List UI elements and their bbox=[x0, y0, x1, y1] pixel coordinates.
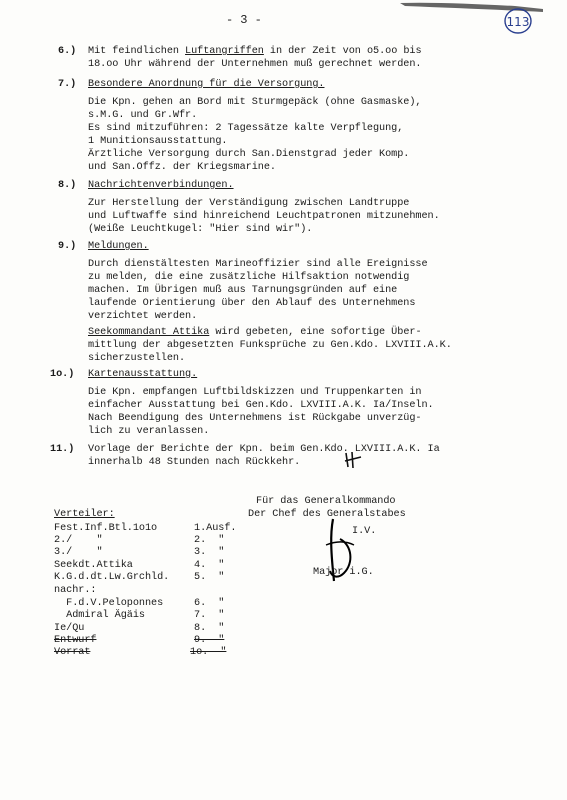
distribution-row-name: Ie/Qu bbox=[54, 623, 85, 634]
distribution-row-num: 4. " bbox=[194, 560, 225, 571]
distribution-row-num: 2. " bbox=[194, 535, 225, 546]
item-number-10: 1o.) bbox=[50, 369, 75, 380]
item-9-line-5: verzichtet werden. bbox=[88, 311, 198, 322]
item-7-line-3: Es sind mitzuführen: 2 Tagessätze kalte Verpflegung, bbox=[88, 123, 404, 134]
distribution-row-name: 3./ " bbox=[54, 547, 103, 558]
distribution-row-num: 6. " bbox=[194, 598, 225, 609]
item-10-line-4: lich zu veranlassen. bbox=[88, 426, 210, 437]
distribution-row-num: 1.Ausf. bbox=[194, 523, 237, 534]
item-9-line-4: laufende Orientierung über den Ablauf des Unternehmens bbox=[88, 298, 416, 309]
item-9-sub-line-1: Seekommandant Attika wird gebeten, eine sofortige Über- bbox=[88, 327, 422, 338]
distribution-row-num: 7. " bbox=[194, 610, 225, 621]
item-number-9: 9.) bbox=[58, 241, 77, 252]
distribution-row-name: Seekdt.Attika bbox=[54, 560, 133, 571]
distribution-row-num: 3. " bbox=[194, 547, 225, 558]
item-7-line-1: Die Kpn. gehen an Bord mit Sturmgepäck (ohne Gasmaske), bbox=[88, 97, 422, 108]
item-8-line-3: (Weiße Leuchtkugel: "Hier sind wir"). bbox=[88, 224, 313, 235]
handwritten-mark bbox=[343, 449, 363, 471]
item-number-6: 6.) bbox=[58, 46, 77, 57]
archive-number-stamp bbox=[502, 6, 534, 36]
distribution-row-name: nachr.: bbox=[54, 585, 97, 596]
item-6-line-1: Mit feindlichen Luftangriffen in der Zeit von o5.oo bis bbox=[88, 46, 422, 57]
distribution-row-name: Vorrat bbox=[54, 647, 91, 658]
distribution-row-name: Entwurf bbox=[54, 635, 97, 646]
item-number-11: 11.) bbox=[50, 444, 75, 455]
distribution-row-name: Fest.Inf.Btl.1o1o bbox=[54, 523, 158, 534]
archive-number: 113 bbox=[506, 15, 530, 29]
item-6-line-2: 18.oo Uhr während der Unternehmen muß gerechnet werden. bbox=[88, 59, 422, 70]
distribution-row-num: 1o. " bbox=[190, 647, 227, 658]
item-9-sub-line-3: sicherzustellen. bbox=[88, 353, 186, 364]
item-number-8: 8.) bbox=[58, 180, 77, 191]
page-number: - 3 - bbox=[226, 13, 262, 27]
distribution-row-name: 2./ " bbox=[54, 535, 103, 546]
item-10-line-3: Nach Beendigung des Unternehmens ist Rückgabe unverzüg- bbox=[88, 413, 422, 424]
item-9-line-1: Durch dienstältesten Marineoffizier sind alle Ereignisse bbox=[88, 259, 428, 270]
distribution-heading: Verteiler: bbox=[54, 509, 115, 520]
distribution-row-num: 9. " bbox=[194, 635, 225, 646]
item-9-line-2: zu melden, die eine zusätzliche Hilfsaktion notwendig bbox=[88, 272, 410, 283]
distribution-row-name: F.d.V.Peloponnes bbox=[54, 598, 164, 609]
item-7-line-5: Ärztliche Versorgung durch San.Dienstgrad jeder Komp. bbox=[88, 149, 410, 160]
signature-line-4: Major i.G. bbox=[313, 567, 374, 578]
item-9-line-3: machen. Im Übrigen muß aus Tarnungsgründen auf eine bbox=[88, 285, 398, 296]
item-7-heading: Besondere Anordnung für die Versorgung. bbox=[88, 79, 325, 90]
signature-line-1: Für das Generalkommando bbox=[256, 496, 396, 507]
distribution-row-name: Admiral Ägäis bbox=[54, 610, 145, 621]
item-11-line-1: Vorlage der Berichte der Kpn. beim Gen.Kdo. LXVIII.A.K. Ia bbox=[88, 444, 440, 455]
item-9-sub-line-2: mittlung der abgesetzten Funksprüche zu Gen.Kdo. LXVIII.A.K. bbox=[88, 340, 452, 351]
item-10-line-1: Die Kpn. empfangen Luftbildskizzen und Truppenkarten in bbox=[88, 387, 422, 398]
item-7-line-6: und San.Offz. der Kriegsmarine. bbox=[88, 162, 276, 173]
item-8-line-2: und Luftwaffe sind hinreichend Leuchtpatronen mitzunehmen. bbox=[88, 211, 440, 222]
item-10-heading: Kartenausstattung. bbox=[88, 369, 198, 380]
distribution-row-name: K.G.d.dt.Lw.Grchld. bbox=[54, 572, 170, 583]
signature-line-2: Der Chef des Generalstabes bbox=[248, 509, 406, 520]
distribution-row-num: 5. " bbox=[194, 572, 225, 583]
item-number-7: 7.) bbox=[58, 79, 77, 90]
item-7-line-4: 1 Munitionsausstattung. bbox=[88, 136, 228, 147]
signature-line-3: I.V. bbox=[352, 526, 377, 537]
item-11-line-2: innerhalb 48 Stunden nach Rückkehr. bbox=[88, 457, 301, 468]
item-8-line-1: Zur Herstellung der Verständigung zwischen Landtruppe bbox=[88, 198, 410, 209]
item-8-heading: Nachrichtenverbindungen. bbox=[88, 180, 234, 191]
item-10-line-2: einfacher Ausstattung bei Gen.Kdo. LXVIII.A.K. Ia/Inseln. bbox=[88, 400, 434, 411]
item-7-line-2: s.M.G. und Gr.Wfr. bbox=[88, 110, 198, 121]
item-9-heading: Meldungen. bbox=[88, 241, 149, 252]
distribution-row-num: 8. " bbox=[194, 623, 225, 634]
